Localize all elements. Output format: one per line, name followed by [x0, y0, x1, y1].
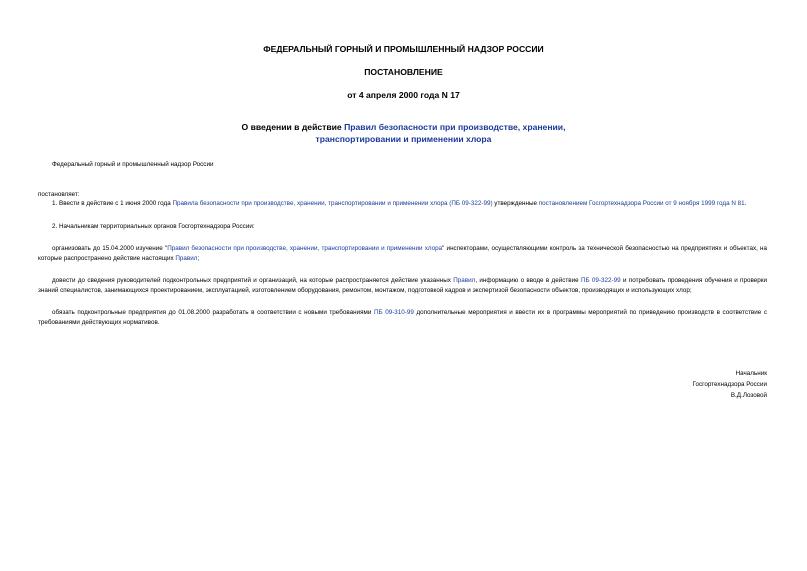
item-1-paragraph [38, 199, 767, 209]
resolution-81-link[interactable]: постановлением Госгортехнадзора России от 9 ноября 1999 года N 81 [538, 200, 745, 207]
sub-item-3-paragraph [38, 308, 767, 327]
intro-paragraph: Федеральный горный и промышленный надзор России [52, 161, 214, 168]
chlorine-rules-link[interactable]: Правила безопасности при производстве, хранении, транспортировании и применении хлора (ПБ 09-322-99) [172, 200, 493, 207]
signature-block [693, 368, 767, 401]
document-type-heading: ПОСТАНОВЛЕНИЕ [364, 67, 443, 77]
signature-position-1: Начальник [735, 370, 767, 377]
sub-item-2-text-3: и потребовать проведения обучения и проверки знаний специалистов, занимающихся проектированием, эксплуатацией, изготовлением оборудования, ремонтом, монтажом, подготовкой кадров и экспертизой безопасности объектов, производящих и использующих хлор; [38, 277, 767, 294]
document-subject [0, 121, 807, 145]
pb-09-310-99-link[interactable]: ПБ 09-310-99 [373, 309, 414, 316]
sub-item-1-pravil-link[interactable]: Правил [175, 254, 198, 262]
item-1-text-1: 1. Ввести в действие с 1 июня 2000 года [52, 200, 173, 207]
sub-item-2-text-1: довести до сведения руководителей подконтрольных предприятий и организаций, на которые распространяется действие указанных [52, 277, 454, 284]
sub-item-3-text-2: дополнительные мероприятия и ввести их в программы мероприятий по приведению производств в соответствие с требованиями действующих нормативов. [38, 309, 767, 326]
agency-heading: ФЕДЕРАЛЬНЫЙ ГОРНЫЙ И ПРОМЫШЛЕННЫЙ НАДЗОР РОССИИ [263, 44, 544, 54]
subject-rules-link-part-1[interactable]: Правил безопасности при производстве, хранении, [344, 122, 566, 132]
item-1-text-2: утвержденные [492, 200, 539, 207]
item-2-paragraph: 2. Начальникам территориальных органов Госгортехнадзора России: [52, 222, 255, 230]
subject-rules-link-part-2[interactable]: транспортировании и применении хлора [315, 134, 492, 144]
sub-item-2-text-2: , информацию о вводе в действие [475, 277, 581, 284]
sub-item-3-text-1: обязать подконтрольные предприятия до 01.08.2000 разработать в соответствии с новыми требованиями [52, 309, 374, 316]
document-date-number: от 4 апреля 2000 года N 17 [347, 90, 460, 100]
item-1-text-3: . [744, 200, 747, 207]
sub-item-1-text-1: организовать до 15.04.2000 изучение " [52, 245, 168, 252]
subject-prefix: О введении в действие [241, 122, 345, 132]
signature-name: В.Д.Лозовой [730, 392, 767, 399]
sub-item-1-text-3: ; [197, 254, 200, 262]
signature-position-2: Госгортехнадзора России [692, 381, 767, 388]
sub-item-2-paragraph [38, 276, 767, 295]
sub-item-1-text-2: " инспекторами, осуществляющими контроль за технической безопасностью на предприятиях и объектах, на которые распространено действие настоящих [38, 245, 767, 262]
sub-item-1-paragraph [38, 244, 767, 263]
sub-item-2-pravil-link[interactable]: Правил [453, 277, 476, 284]
pb-09-322-99-link[interactable]: ПБ 09-322-99 [580, 277, 621, 284]
sub-item-1-rules-link[interactable]: Правил безопасности при производстве, хранении, транспортировании и применении хлора [167, 245, 443, 252]
subject-line-1 [0, 121, 807, 133]
document-body [38, 160, 767, 327]
subject-line-2 [0, 133, 807, 145]
resolves-paragraph: постановляет: [38, 190, 80, 198]
